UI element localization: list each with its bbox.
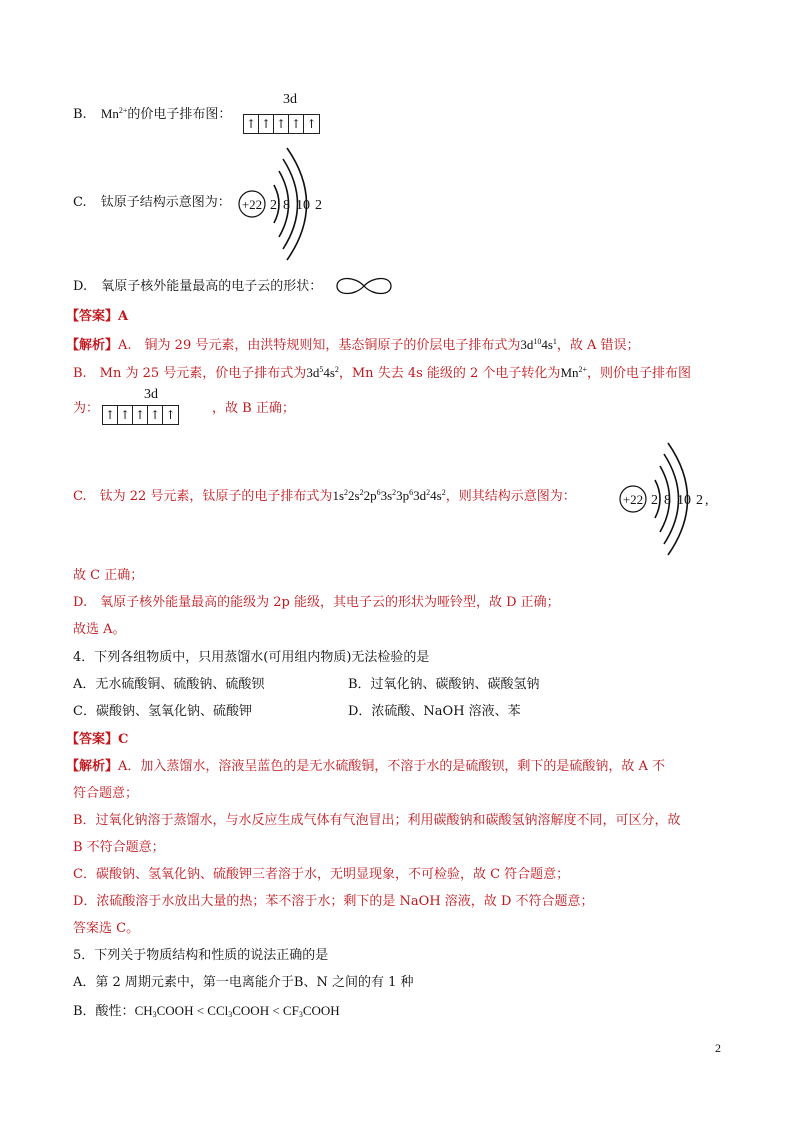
shell-count: 2 [651,493,658,508]
q3-conclusion: 故选 A。 [73,622,126,637]
trailing-comma: , [705,493,709,508]
config-term: 3p [396,488,410,503]
shell-count: 8 [283,198,290,213]
q5-option-b: B．酸性：$CH_3COOH$ < CCl$_3$COOH < $CF_3COOH$ [73,1003,340,1019]
shell-count: 8 [664,493,671,508]
mn-ion: $Mn^{2+}$ [100,106,128,121]
page-number: 2 [715,1041,721,1055]
q4-analysis-line: D．浓硫酸溶于水放出大量的热；苯不溶于水；剩下的是 NaOH 溶液，故 D 不符合题意； [73,894,594,909]
q4-analysis-line: B．过氧化钠溶于蒸馏水，与水反应生成气体有气泡冒出；利用碳酸钠和碳酸氢钠溶解度不同，可区分，故 [73,813,681,828]
shell-count: 10 [296,198,310,213]
orbital-box: ↑ [274,115,289,133]
q4-analysis-line: C．碳酸钠、氢氧化钠、硫酸钾三者溶于水，无明显现象，不可检验，故 C 符合题意； [73,867,570,882]
option-b: B. $Mn^{2+}$的价电子排布图： [73,106,232,122]
orbital-box: ↑ [103,406,118,424]
q4-answer: 【答案】C [66,732,129,747]
config-term: 2s [348,488,360,503]
q5-option-a: A．第 2 周期元素中，第一电离能介于B、N 之间的有 1 种 [73,975,414,990]
shell-count: 2 [696,493,703,508]
dumbbell-orbital-icon [333,274,395,298]
orbital-box: ↑ [165,408,176,422]
orbital-label-3d: 3d [283,92,297,107]
q3-analysis-d: D. 氧原子核外能量最高的能级为 2p 能级，其电子云的形状为哑铃型，故 D 正确； [73,595,560,610]
orbital-box: ↑ [148,406,163,424]
config-term: 2p [363,488,377,503]
q3-analysis-b: B. Mn 为 25 号元素，价电子排布式为$3d^54s^2$，Mn 失去 4s 能级的 2 个电子转化为$Mn^{2+}$，则价电子排布图 [73,365,692,381]
q3-analysis-c-line2: 故 C 正确； [73,568,144,583]
acidity-formula: $CH_3COOH$ < CCl$_3$COOH < $CF_3COOH$ [134,1003,340,1019]
orbital-box: ↑ [306,117,317,131]
nucleus-charge: +22 [622,492,644,507]
q4-option-c: C．碳酸钠、氢氧化钠、硫酸钾 [73,704,252,719]
orbital-box: ↑ [118,406,133,424]
q4-analysis-line: 答案选 C。 [73,921,140,936]
shell-count: 2 [270,198,277,213]
config-term: 4s [430,488,442,503]
q4-analysis-line: B 不符合题意； [73,840,165,855]
q4-option-b: B．过氧化钠、碳酸钠、碳酸氢钠 [348,677,540,692]
config-term: 3s [380,488,393,503]
orbital-label-3d: 3d [144,387,158,402]
shell-count: 2 [315,198,322,213]
orbital-box: ↑ [244,115,259,133]
orbital-box: ↑ [259,115,274,133]
q3-analysis-a: 【解析】A. 铜为 29 号元素，由洪特规则知，基态铜原子的价层电子排布式为$3d^{10}4s^1$，故 A 错误； [66,337,640,353]
atom-structure-diagram-analysis [617,440,727,560]
q3-answer: 【答案】A [66,309,129,324]
config-term: 1s [332,488,344,503]
orbital-box: ↑ [133,406,148,424]
q3-analysis-b-line2: 为： ，故 B 正确； [73,401,295,416]
q4-option-a: A．无水硫酸铜、硫酸钠、硫酸钡 [73,677,265,692]
orbital-diagram-mn [243,114,320,134]
q4-analysis-line: 符合题意； [73,786,139,801]
q4-analysis-line: 【解析】A．加入蒸馏水，溶液呈蓝色的是无水硫酸铜，不溶于水的是硫酸钡，剩下的是硫酸钠，故 A 不 [66,759,666,774]
nucleus-charge: +22 [241,197,263,212]
atom-structure-diagram [236,145,336,265]
ti-electron-config: $1s^22s^22p^63s^23p^63d^24s^2$ [332,488,446,503]
q4-option-d: D．浓硫酸、NaOH 溶液、苯 [348,704,521,719]
orbital-box: ↑ [289,115,304,133]
shell-count: 10 [677,493,691,508]
q3-analysis-c: C. 钛为 22 号元素，钛原子的电子排布式为$1s^22s^22p^63s^23p^63d^24s^2$，则其结构示意图为： [73,488,576,504]
option-d: D. 氧原子核外能量最高的电子云的形状： [73,279,323,294]
q4-stem: 4．下列各组物质中，只用蒸馏水(可用组内物质)无法检验的是 [73,650,430,665]
config-term: 3d [413,488,427,503]
q5-stem: 5．下列关于物质结构和性质的说法正确的是 [73,948,329,963]
option-c: C. 钛原子结构示意图为： [73,195,231,210]
orbital-diagram-mn-analysis [102,405,179,425]
